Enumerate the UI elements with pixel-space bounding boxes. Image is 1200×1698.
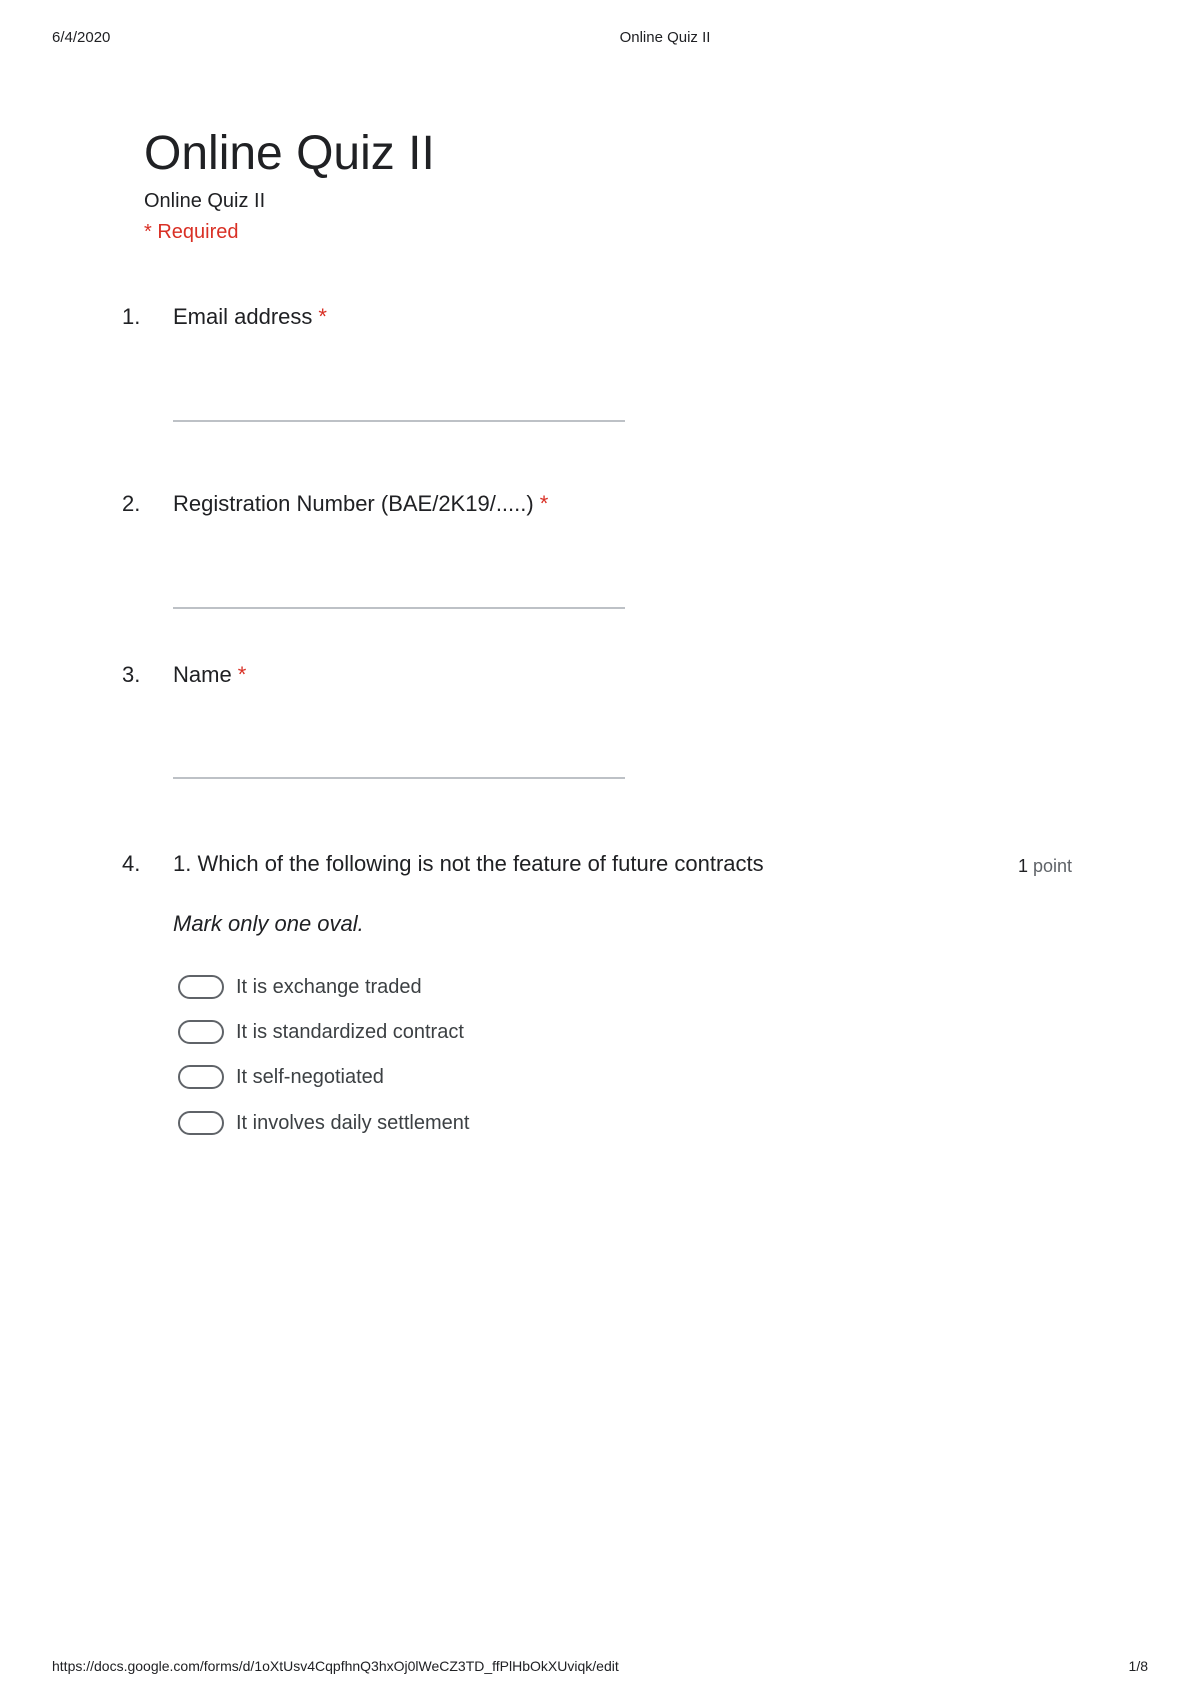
print-date: 6/4/2020 xyxy=(52,29,111,46)
option-label: It self-negotiated xyxy=(236,1066,384,1088)
radio-oval-icon[interactable] xyxy=(178,1111,224,1135)
question-text xyxy=(173,490,548,518)
question-number: 4. xyxy=(122,851,141,876)
option-label: It involves daily settlement xyxy=(236,1112,470,1134)
question-text xyxy=(173,303,327,331)
radio-oval-icon[interactable] xyxy=(178,1065,224,1089)
question-label: Registration Number (BAE/2K19/.....) xyxy=(173,491,534,516)
question-text: 1. Which of the following is not the feature of future contracts xyxy=(173,851,764,876)
question-number: 3. xyxy=(122,662,141,687)
option-label: It is standardized contract xyxy=(236,1021,464,1043)
option-daily-settlement[interactable] xyxy=(178,1109,878,1139)
option-standardized-contract[interactable] xyxy=(178,1018,878,1048)
option-self-negotiated[interactable] xyxy=(178,1063,878,1093)
points-value: 1 xyxy=(1018,856,1029,876)
required-asterisk: * xyxy=(237,662,247,687)
required-asterisk: * xyxy=(539,491,549,516)
print-header xyxy=(0,29,1200,49)
email-answer-field[interactable] xyxy=(173,420,625,422)
question-number: 2. xyxy=(122,491,141,516)
form-title: Online Quiz II xyxy=(144,127,435,180)
question-label: Name xyxy=(173,662,232,687)
print-url: https://docs.google.com/forms/d/1oXtUsv4CqpfhnQ3hxOj0lWeCZ3TD_ffPlHbOkXUviqk/edit xyxy=(52,1658,619,1674)
question-number: 1. xyxy=(122,304,141,329)
required-asterisk: * xyxy=(318,304,327,329)
option-label: It is exchange traded xyxy=(236,976,422,998)
question-label: Email address xyxy=(173,304,313,329)
option-exchange-traded[interactable] xyxy=(178,973,878,1003)
required-note: * Required xyxy=(144,221,239,243)
question-text xyxy=(173,661,246,689)
radio-oval-icon[interactable] xyxy=(178,1020,224,1044)
page-number: 1/8 xyxy=(1128,1658,1148,1674)
points-unit: point xyxy=(1033,856,1073,876)
form-description: Online Quiz II xyxy=(144,190,266,212)
name-answer-field[interactable] xyxy=(173,777,625,779)
print-footer xyxy=(0,1658,1200,1678)
radio-oval-icon[interactable] xyxy=(178,975,224,999)
question-points xyxy=(1018,854,1072,878)
registration-number-answer-field[interactable] xyxy=(173,607,625,609)
question-instruction: Mark only one oval. xyxy=(173,911,364,936)
print-document-title: Online Quiz II xyxy=(619,29,711,46)
